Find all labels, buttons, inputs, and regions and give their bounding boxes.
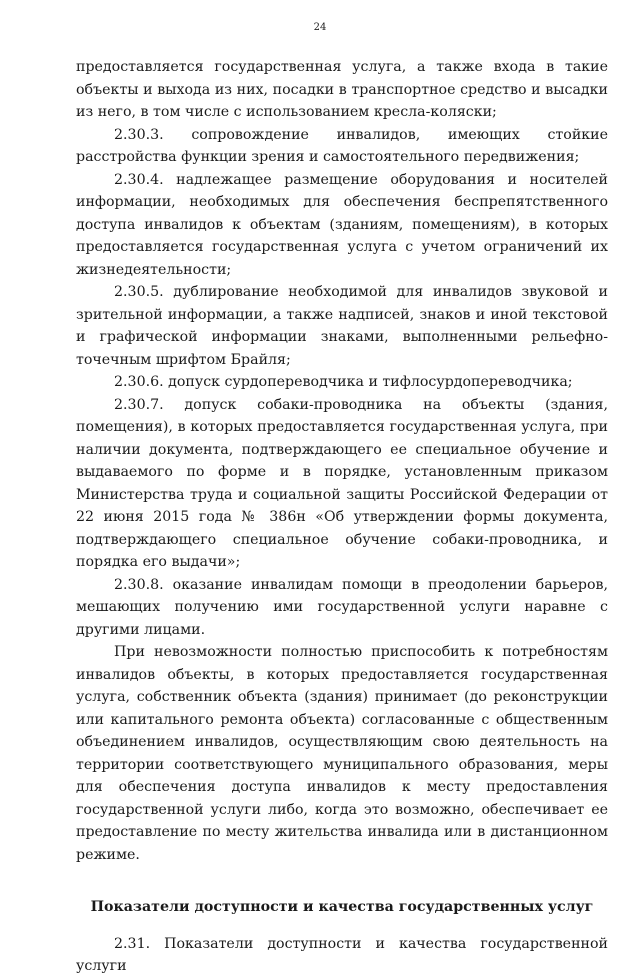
paragraph-impossibility: При невозможности полностью приспособить к потребностям инвалидов объекты, в которых предоставляется государственная услуга, собственник объекта (здания) принимает (до реконструкции или капитального ремонта объекта) согласованные с общественным объединением инвалидов, осуществляющим свою деятельность на территории соответствующего муниципального образования, меры для обеспечения доступа инвалидов к месту предоставления государственной услуги либо, когда это возможно, обеспечивает ее предоставление по месту жительства инвалида или в дистанционном режиме.	[76, 644, 608, 863]
paragraph-2-30-6: 2.30.6. допуск сурдопереводчика и тифлосурдопереводчика;	[114, 374, 573, 390]
document-body	[76, 56, 608, 978]
paragraph-continuation: предоставляется государственная услуга, а также входа в такие объекты и выхода из них, посадки в транспортное средство и высадки из него, в том числе с использованием кресла-коляски;	[76, 59, 608, 120]
page-number: 24	[313, 22, 327, 33]
paragraph-2-30-5: 2.30.5. дублирование необходимой для инвалидов звуковой и зрительной информации, а также надписей, знаков и иной текстовой и графической информации знаками, выполненными рельефно-точечным шрифтом Брайля;	[76, 284, 608, 368]
paragraph-2-30-4: 2.30.4. надлежащее размещение оборудования и носителей информации, необходимых для обеспечения беспрепятственного доступа инвалидов к объектам (зданиям, помещениям), в которых предоставляется государственная услуга с учетом ограничений их жизнедеятельности;	[76, 171, 608, 278]
paragraph-2-31: 2.31. Показатели доступности и качества государственной услуги	[76, 935, 608, 974]
paragraph-2-30-7: 2.30.7. допуск собаки-проводника на объекты (здания, помещения), в которых предоставляется государственная услуга, при наличии документа, подтверждающего ее специальное обучение и выдаваемого по форме и в порядке, установленным приказом Министерства труда и социальной защиты Российской Федерации от 22 июня 2015 года № 386н «Об утверждении формы документа, подтверждающего специальное обучение собаки-проводника, и порядка его выдачи»;	[76, 396, 608, 570]
section-heading: Показатели доступности и качества государственных услуг	[90, 899, 594, 915]
paragraph-2-30-3: 2.30.3. сопровождение инвалидов, имеющих стойкие расстройства функции зрения и самостоятельного передвижения;	[76, 126, 608, 165]
paragraph-2-30-8: 2.30.8. оказание инвалидам помощи в преодолении барьеров, мешающих получению ими государственной услуги наравне с другими лицами.	[76, 576, 608, 638]
